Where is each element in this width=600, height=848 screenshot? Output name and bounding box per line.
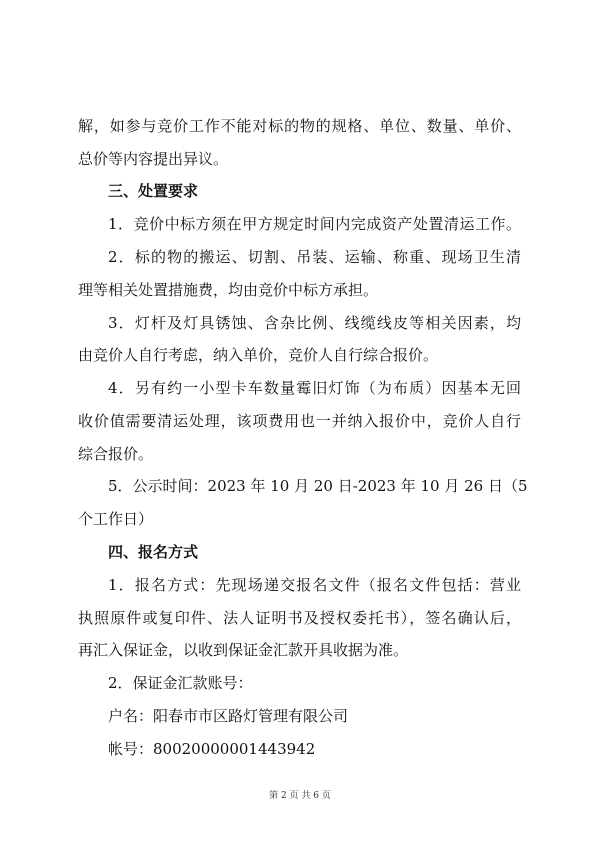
paragraph-line: 收价值需要清运处理，该项费用也一并纳入报价中，竞价人自行 xyxy=(78,412,521,430)
paragraph-line: 5．公示时间：2023 年 10 月 20 日-2023 年 10 月 26 日（5 xyxy=(108,477,528,495)
account-name-line: 户名：阳春市市区路灯管理有限公司 xyxy=(108,707,349,725)
paragraph-line: 由竞价人自行考虑，纳入单价，竞价人自行综合报价。 xyxy=(78,346,439,364)
paragraph-line: 个工作日） xyxy=(78,510,154,528)
paragraph-line: 理等相关处置措施费，均由竞价中标方承担。 xyxy=(78,281,379,299)
paragraph-line: 再汇入保证金，以收到保证金汇款开具收据为准。 xyxy=(78,641,409,659)
paragraph-line: 2．标的物的搬运、切割、吊装、运输、称重、现场卫生清 xyxy=(108,248,521,266)
account-number-line: 帐号：80020000001443942 xyxy=(108,740,316,758)
paragraph-line: 总价等内容提出异议。 xyxy=(78,150,229,168)
paragraph-line: 执照原件或复印件、法人证明书及授权委托书），签名确认后， xyxy=(78,609,521,627)
paragraph-line: 综合报价。 xyxy=(78,445,154,463)
paragraph-line: 1．竞价中标方须在甲方规定时间内完成资产处置清运工作。 xyxy=(108,215,521,233)
paragraph-line: 4．另有约一小型卡车数量霉旧灯饰（为布质）因基本无回 xyxy=(108,379,521,397)
section-heading-registration: 四、报名方式 xyxy=(108,543,199,561)
paragraph-line: 2．保证金汇款账号： xyxy=(108,674,253,692)
paragraph-line: 解，如参与竞价工作不能对标的物的规格、单位、数量、单价、 xyxy=(78,117,521,135)
section-heading-disposal: 三、处置要求 xyxy=(108,182,199,200)
page-number-footer: 第 2 页 共 6 页 xyxy=(269,791,331,801)
paragraph-line: 1．报名方式：先现场递交报名文件（报名文件包括：营业 xyxy=(108,576,521,594)
paragraph-line: 3．灯杆及灯具锈蚀、含杂比例、线缆线皮等相关因素，均 xyxy=(108,314,521,332)
